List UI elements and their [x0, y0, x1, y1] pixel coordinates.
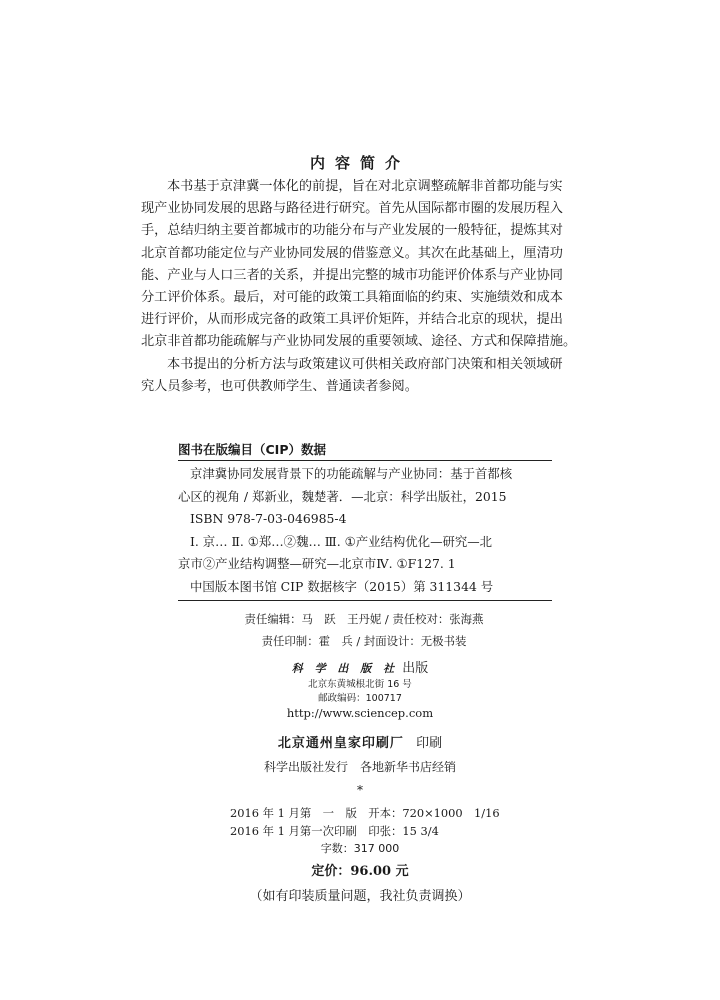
publisher-line [0, 657, 720, 676]
summary-title: 内容简介 [309, 154, 410, 172]
summary-line: 分工评价体系。最后，对可能的政策工具箱面临的约束、实施绩效和成本 [141, 290, 563, 306]
summary-line: 现产业协同发展的思路与路径进行研究。首先从国际都市圈的发展历程入 [141, 201, 563, 217]
printer-line [0, 732, 720, 751]
publisher-address: 北京东黄城根北街 16 号 [308, 679, 412, 690]
word-count: 字数：317 000 [320, 842, 400, 855]
publisher-suffix: 出版 [402, 661, 429, 676]
cip-line: 心区的视角 / 郑新业，魏楚著．—北京：科学出版社，2015 [178, 488, 507, 504]
cip-top-rule [178, 460, 552, 461]
cip-line: 京津冀协同发展背景下的功能疏解与产业协同：基于首都核 [190, 466, 513, 481]
summary-line: 北京首都功能定位与产业协同发展的借鉴意义。其次在此基础上，厘清功 [141, 245, 563, 261]
cip-number: 中国版本图书馆 CIP 数据核字（2015）第 311344 号 [190, 578, 494, 594]
summary-line: 究人员参考，也可供教师学生、普通读者参阅。 [141, 378, 418, 394]
separator-asterisk: * [357, 783, 363, 797]
cip-line: Ⅰ. 京… Ⅱ. ①郑…②魏… Ⅲ. ①产业结构优化—研究—北 [190, 533, 493, 549]
cip-bottom-rule [178, 600, 552, 601]
cip-line: 京市②产业结构调整—研究—北京市Ⅳ. ①F127. 1 [178, 556, 456, 571]
publisher-logo-text: 科 学 出 版 社 [291, 662, 399, 675]
summary-line: 进行评价，从而形成完备的政策工具评价矩阵，并结合北京的现状，提出 [141, 312, 563, 328]
summary-text [141, 176, 581, 398]
cip-heading: 图书在版编目（CIP）数据 [178, 442, 326, 457]
edition-line-2: 2016 年 1 月第一次印刷 印张：15 3/4 [230, 824, 439, 838]
summary-line: 能、产业与人口三者的关系，并提出完整的城市功能评价体系与产业协同 [141, 267, 563, 283]
summary-line: 本书提出的分析方法与政策建议可供相关政府部门决策和相关领域研 [167, 356, 563, 372]
summary-line: 北京非首都功能疏解与产业协同发展的重要领域、途径、方式和保障措施。 [141, 334, 577, 350]
publisher-postcode: 邮政编码：100717 [318, 693, 402, 704]
cip-isbn: ISBN 978-7-03-046985-4 [190, 511, 347, 526]
summary-line: 本书基于京津冀一体化的前提，旨在对北京调整疏解非首都功能与实 [167, 179, 563, 194]
cip-block [178, 463, 552, 598]
summary-line: 手，总结归纳主要首都城市的功能分布与产业发展的一般特征，提炼其对 [141, 223, 563, 239]
edition-line-1: 2016 年 1 月第 一 版 开本：720×1000 1/16 [230, 806, 500, 820]
credits-line-2: 责任印制：霍 兵 / 封面设计：无极书装 [261, 634, 467, 648]
publisher-url: http://www.sciencep.com [286, 706, 434, 720]
printer-suffix: 印刷 [416, 736, 443, 751]
printer-name: 北京通州皇家印刷厂 [277, 736, 404, 751]
distribution-line: 科学出版社发行 各地新华书店经销 [263, 760, 456, 774]
price: 定价：96.00 元 [311, 864, 409, 879]
quality-note: （如有印装质量问题，我社负责调换） [249, 889, 471, 904]
credits-line-1: 责任编辑：马 跃 王丹妮 / 责任校对：张海燕 [244, 612, 484, 626]
